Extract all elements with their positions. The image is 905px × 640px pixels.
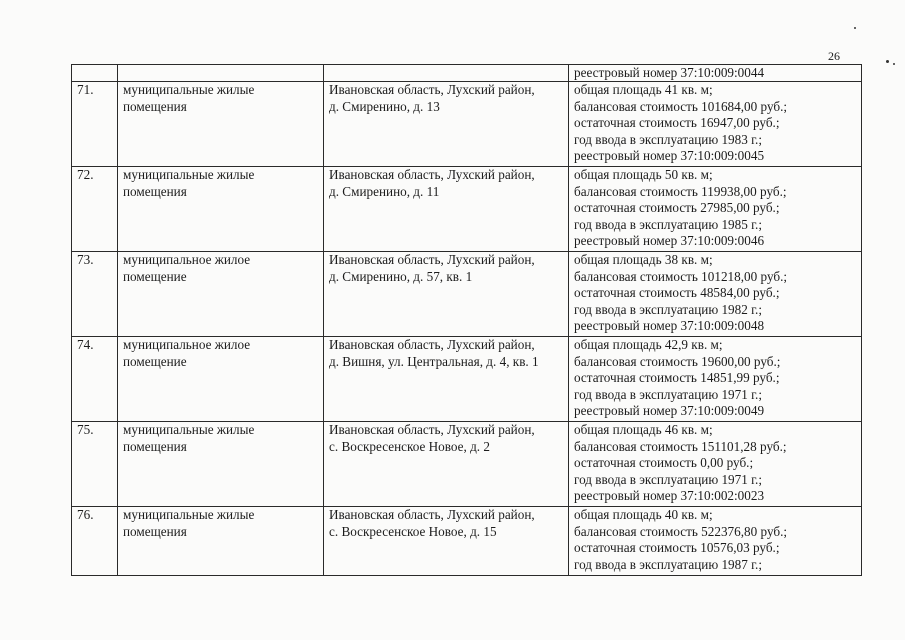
name-line: муниципальные жилые: [123, 167, 255, 183]
row-number: 73.: [72, 252, 118, 337]
detail-line: общая площадь 40 кв. м;: [574, 507, 713, 523]
detail-line: остаточная стоимость 14851,99 руб.;: [574, 370, 780, 386]
detail-line: балансовая стоимость 151101,28 руб.;: [574, 438, 787, 454]
detail-line: год ввода в эксплуатацию 1971 г.;: [574, 386, 763, 402]
name-line: помещения: [123, 438, 187, 454]
name-line: помещения: [123, 98, 187, 114]
address-cell: [324, 65, 569, 82]
detail-line: остаточная стоимость 16947,00 руб.;: [574, 115, 780, 131]
table-row: [72, 82, 862, 167]
details-cell: [569, 65, 862, 82]
name-cell: [118, 167, 324, 252]
address-cell: [324, 507, 569, 576]
address-line: Ивановская область, Лухский район,: [329, 252, 535, 268]
detail-line: реестровый номер 37:10:002:0023: [574, 488, 765, 504]
table-row: [72, 252, 862, 337]
registry-number-line: реестровый номер 37:10:009:0044: [574, 65, 765, 80]
address-line: д. Смиренино, д. 57, кв. 1: [329, 268, 473, 284]
name-line: помещения: [123, 523, 187, 539]
address-line: Ивановская область, Лухский район,: [329, 507, 535, 523]
detail-line: реестровый номер 37:10:009:0046: [574, 233, 765, 249]
detail-line: год ввода в эксплуатацию 1985 г.;: [574, 216, 763, 232]
address-cell: [324, 422, 569, 507]
address-line: с. Воскресенское Новое, д. 15: [329, 523, 497, 539]
row-number: 72.: [72, 167, 118, 252]
name-line: муниципальные жилые: [123, 422, 255, 438]
details-cell: [569, 167, 862, 252]
number-cell: [72, 65, 118, 82]
name-line: муниципальные жилые: [123, 82, 255, 98]
address-line: Ивановская область, Лухский район,: [329, 422, 535, 438]
table-row: [72, 507, 862, 576]
address-line: д. Смиренино, д. 13: [329, 98, 440, 114]
detail-line: общая площадь 50 кв. м;: [574, 167, 713, 183]
detail-line: реестровый номер 37:10:009:0048: [574, 318, 765, 334]
continuation-row: [72, 65, 862, 82]
name-cell: [118, 337, 324, 422]
name-line: помещение: [123, 353, 187, 369]
row-number: 74.: [72, 337, 118, 422]
scan-speck: [854, 27, 856, 29]
detail-line: реестровый номер 37:10:009:0049: [574, 403, 765, 419]
scan-speck: [893, 63, 895, 65]
name-cell: [118, 65, 324, 82]
detail-line: реестровый номер 37:10:009:0045: [574, 148, 765, 164]
detail-line: общая площадь 42,9 кв. м;: [574, 337, 723, 353]
detail-line: общая площадь 46 кв. м;: [574, 422, 713, 438]
detail-line: год ввода в эксплуатацию 1983 г.;: [574, 131, 763, 147]
address-cell: [324, 252, 569, 337]
row-number: 76.: [72, 507, 118, 576]
detail-line: остаточная стоимость 48584,00 руб.;: [574, 285, 780, 301]
address-cell: [324, 337, 569, 422]
name-line: муниципальное жилое: [123, 337, 251, 353]
details-cell: [569, 82, 862, 167]
detail-line: остаточная стоимость 0,00 руб.;: [574, 455, 754, 471]
page-number: 26: [828, 49, 840, 63]
detail-line: балансовая стоимость 522376,80 руб.;: [574, 523, 788, 539]
scan-speck: [886, 60, 889, 63]
details-cell: [569, 507, 862, 576]
detail-line: общая площадь 41 кв. м;: [574, 82, 713, 98]
name-line: помещение: [123, 268, 187, 284]
address-line: д. Смиренино, д. 11: [329, 183, 440, 199]
details-cell: [569, 337, 862, 422]
detail-line: балансовая стоимость 101684,00 руб.;: [574, 98, 788, 114]
detail-line: год ввода в эксплуатацию 1987 г.;: [574, 556, 763, 572]
address-line: с. Воскресенское Новое, д. 2: [329, 438, 490, 454]
address-line: Ивановская область, Лухский район,: [329, 82, 535, 98]
name-cell: [118, 252, 324, 337]
details-cell: [569, 422, 862, 507]
detail-line: остаточная стоимость 10576,03 руб.;: [574, 540, 780, 556]
detail-line: балансовая стоимость 101218,00 руб.;: [574, 268, 788, 284]
table-row: [72, 167, 862, 252]
address-cell: [324, 82, 569, 167]
name-line: помещения: [123, 183, 187, 199]
address-cell: [324, 167, 569, 252]
row-number: 75.: [72, 422, 118, 507]
property-registry-table: [71, 64, 862, 576]
address-line: Ивановская область, Лухский район,: [329, 337, 535, 353]
name-cell: [118, 82, 324, 167]
detail-line: балансовая стоимость 19600,00 руб.;: [574, 353, 781, 369]
name-cell: [118, 507, 324, 576]
name-line: муниципальные жилые: [123, 507, 255, 523]
details-cell: [569, 252, 862, 337]
name-line: муниципальное жилое: [123, 252, 251, 268]
table-row: [72, 337, 862, 422]
detail-line: год ввода в эксплуатацию 1971 г.;: [574, 471, 763, 487]
detail-line: общая площадь 38 кв. м;: [574, 252, 713, 268]
table-row: [72, 422, 862, 507]
registry-body: [72, 65, 862, 576]
detail-line: балансовая стоимость 119938,00 руб.;: [574, 183, 787, 199]
address-line: д. Вишня, ул. Центральная, д. 4, кв. 1: [329, 353, 539, 369]
detail-line: год ввода в эксплуатацию 1982 г.;: [574, 301, 763, 317]
address-line: Ивановская область, Лухский район,: [329, 167, 535, 183]
row-number: 71.: [72, 82, 118, 167]
detail-line: остаточная стоимость 27985,00 руб.;: [574, 200, 780, 216]
name-cell: [118, 422, 324, 507]
